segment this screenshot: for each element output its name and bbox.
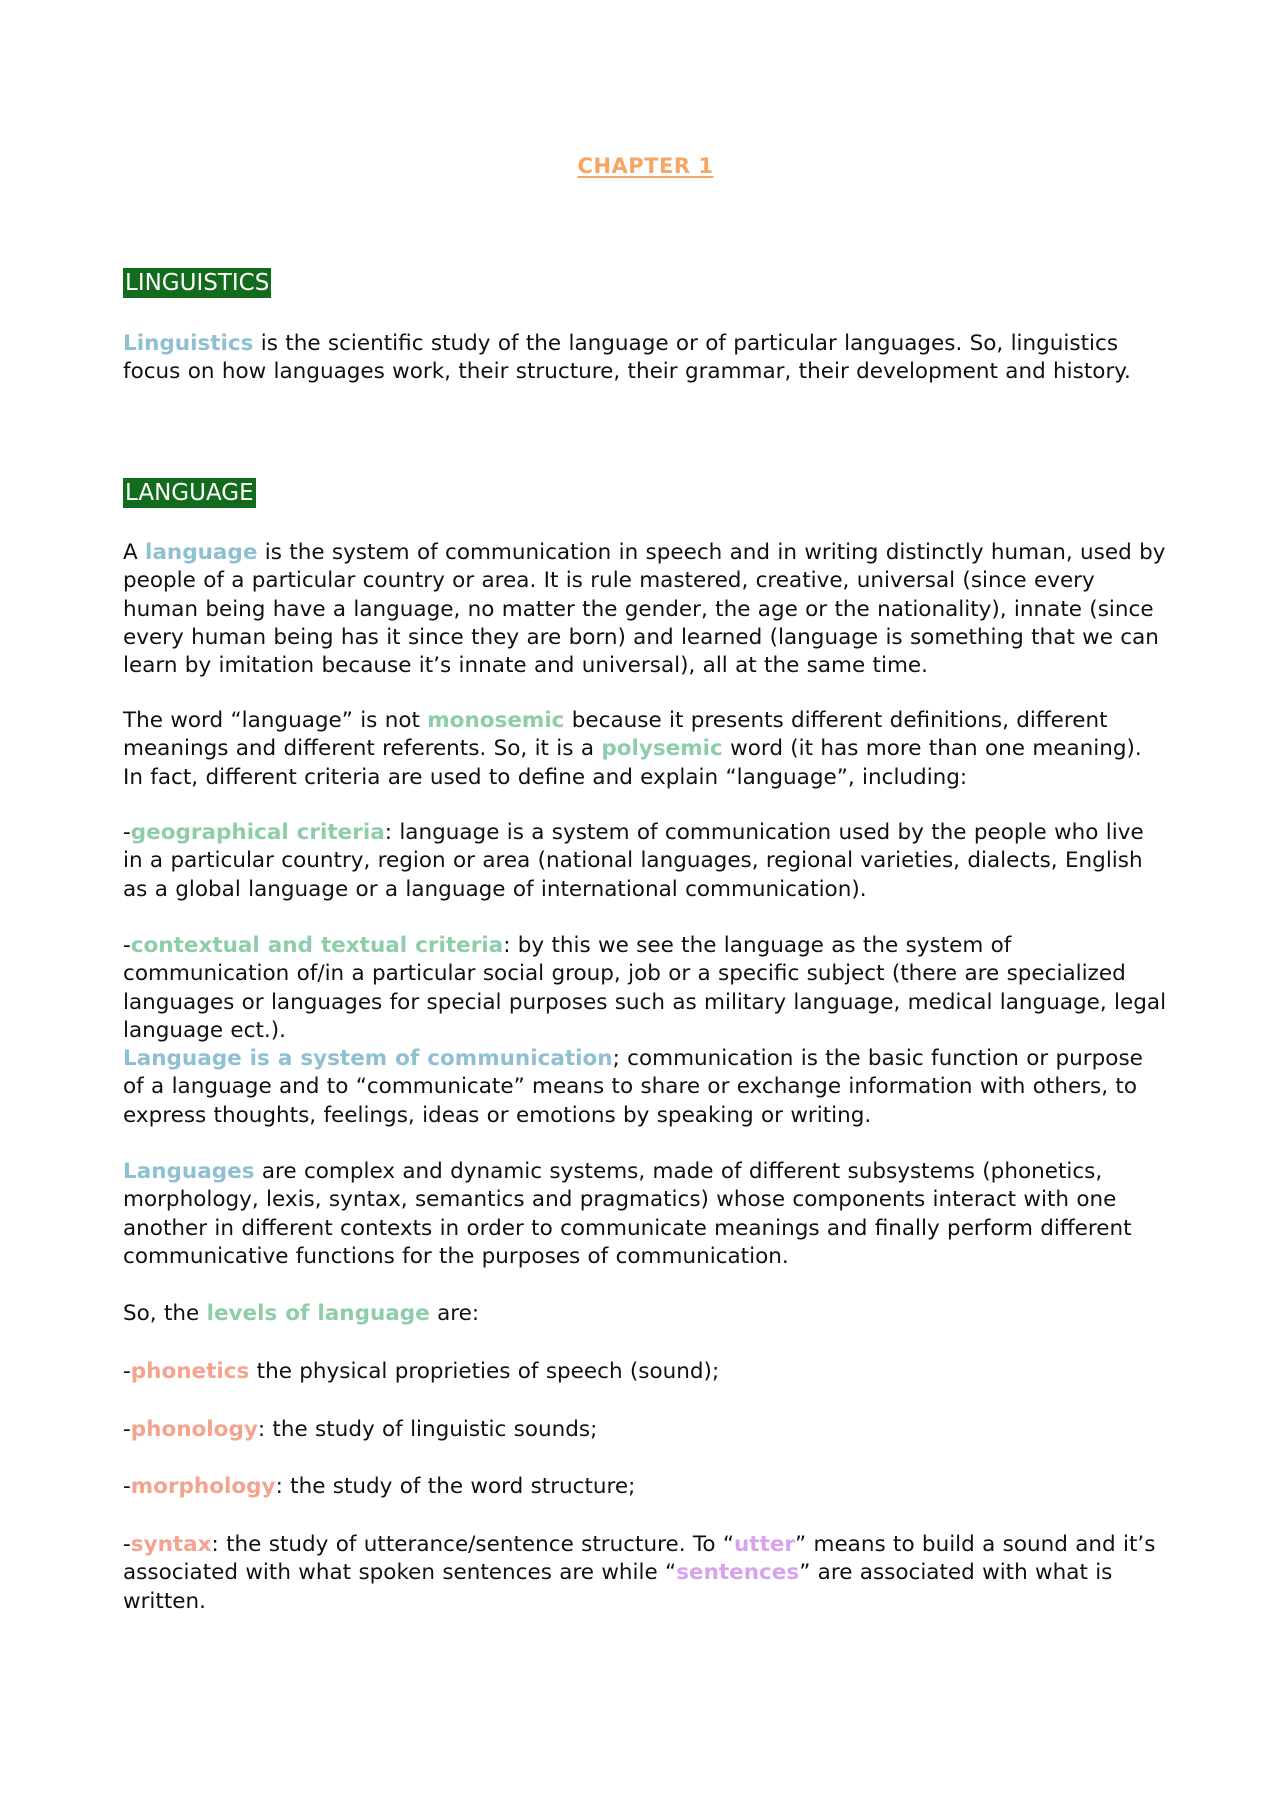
keyword-geographical-criteria: geographical criteria: [130, 820, 385, 845]
keyword-utter: utter: [733, 1532, 796, 1557]
keyword-sentences: sentences: [676, 1560, 800, 1586]
keyword-language: language: [145, 540, 258, 565]
section-heading-linguistics: LINGUISTICS: [125, 270, 270, 296]
paragraph-contextual-criteria: -contextual and textual criteria: by this we see the language as the system of communication of/in a particular social group, job or a specific subject (there are specialized languages or languages for special purposes such as military language, medical language, legal language ect.).: [123, 933, 1167, 1043]
list-item-phonetics: -phonetics the physical proprieties of speech (sound);: [123, 1359, 720, 1384]
paragraph-system-of-communication: Language is a system of communication; communication is the basic function or purpose of a language and to “communicate” means to share or exchange information with others, to express thoughts, feelings, ideas or emotions by speaking or writing.: [123, 1046, 1143, 1128]
keyword-polysemic: polysemic: [601, 736, 723, 762]
paragraph-geographical-criteria: -geographical criteria: language is a system of communication used by the people who live in a particular country, region or area (national languages, regional varieties, dialects, English as a global language or a language of international communication).: [123, 820, 1144, 902]
keyword-system-of-communication: Language is a system of communication: [123, 1046, 613, 1071]
keyword-contextual-textual-criteria: contextual and textual criteria: [130, 933, 504, 958]
list-item-phonology: -phonology: the study of linguistic sounds;: [123, 1417, 598, 1442]
keyword-linguistics: Linguistics: [123, 331, 254, 356]
keyword-monosemic: monosemic: [427, 708, 565, 733]
keyword-phonology: phonology: [130, 1417, 258, 1442]
keyword-syntax: syntax: [130, 1532, 212, 1557]
paragraph-polysemic: The word “language” is not monosemic because it presents different definitions, different meanings and different referents. So, it is a polysemic word (it has more than one meaning). In fact, different criteria are used to define and explain “language”, including:: [123, 708, 1142, 790]
paragraph-levels-intro: So, the levels of language are:: [123, 1301, 480, 1326]
section-heading-language: LANGUAGE: [125, 480, 254, 506]
keyword-languages: Languages: [123, 1159, 255, 1184]
paragraph-language-definition: A language is the system of communication in speech and in writing distinctly human, used by people of a particular country or area. It is rule mastered, creative, universal (since every human being have a language, no matter the gender, the age or the nationality), innate (since every human being has it since they are born) and learned (language is something that we can learn by imitation because it’s innate and universal), all at the same time.: [123, 540, 1166, 679]
paragraph-languages-systems: Languages are complex and dynamic systems, made of different subsystems (phonetics, morphology, lexis, syntax, semantics and pragmatics) whose components interact with one another in different contexts in order to communicate meanings and finally perform different communicative functions for the purposes of communication.: [123, 1159, 1132, 1269]
keyword-levels-of-language: levels of language: [206, 1301, 430, 1326]
paragraph-linguistics-definition: Linguistics is the scientific study of the language or of particular languages. So, linguistics focus on how languages work, their structure, their grammar, their development and history.: [123, 331, 1131, 385]
chapter-title: CHAPTER 1: [577, 154, 714, 178]
list-item-syntax: -syntax: the study of utterance/sentence structure. To “utter” means to build a sound and it’s associated with what spoken sentences are while “sentences” are associated with what is written.: [123, 1532, 1156, 1614]
keyword-morphology: morphology: [130, 1474, 276, 1499]
list-item-morphology: -morphology: the study of the word structure;: [123, 1474, 636, 1499]
keyword-phonetics: phonetics: [130, 1359, 250, 1384]
